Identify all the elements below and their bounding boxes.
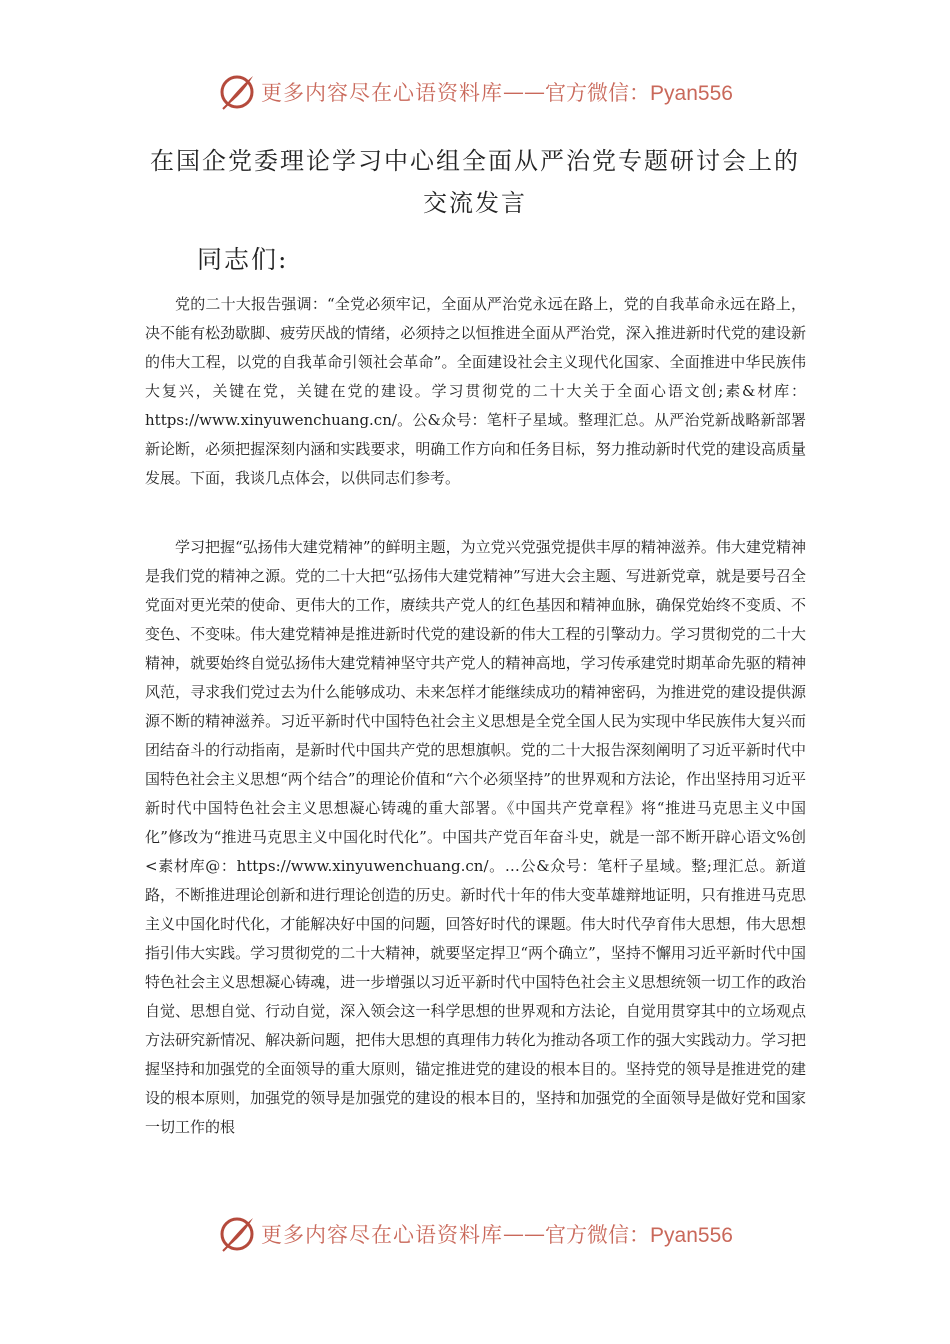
- banner-contact: 官方微信：Pyan556: [545, 82, 733, 105]
- body-paragraph: 党的二十大报告强调：“全党必须牢记，全面从严治党永远在路上，党的自我革命永远在路上，决不能有松劲歇脚、疲劳厌战的情绪，必须持之以恒推进全面从严治党，深入推进新时代党的建设新的伟大工程，以党的自我革命引领社会革命”。全面建设社会主义现代化国家、全面推进中华民族伟大复兴，关键在党，关键在党的建设。学习贯彻党的二十大关于全面心语文创;素&材库：https://www.xinyuwenchuang.cn/。公&众号：笔杆子星域。整理汇总。从严治党新战略新部署新论断，必须把握深刻内涵和实践要求，明确工作方向和任务目标，努力推动新时代党的建设高质量发展。下面，我谈几点体会，以供同志们参考。: [145, 295, 806, 487]
- banner-dash: ——: [503, 80, 546, 104]
- quill-logo-icon: [217, 72, 257, 112]
- quill-logo-icon: [217, 1214, 257, 1254]
- body-paragraph: 学习把握“弘扬伟大建党精神”的鲜明主题，为立党兴党强党提供丰厚的精神滋养。伟大建党精神是我们党的精神之源。党的二十大把“弘扬伟大建党精神”写进大会主题、写进新党章，就是要号召全党面对更光荣的使命、更伟大的工作，赓续共产党人的红色基因和精神血脉，确保党始终不变质、不变色、不变味。伟大建党精神是推进新时代党的建设新的伟大工程的引擎动力。学习贯彻党的二十大精神，就要始终自觉弘扬伟大建党精神坚守共产党人的精神高地，学习传承建党时期革命先驱的精神风范，寻求我们党过去为什么能够成功、未来怎样才能继续成功的精神密码，为推进党的建设提供源源不断的精神滋养。习近平新时代中国特色社会主义思想是全党全国人民为实现中华民族伟大复兴而团结奋斗的行动指南，是新时代中国共产党的思想旗帜。党的二十大报告深刻阐明了习近平新时代中国特色社会主义思想“两个结合”的理论价值和“六个必须坚持”的世界观和方法论，作出坚持用习近平新时代中国特色社会主义思想凝心铸魂的重大部署。《中国共产党章程》将“推进马克思主义中国化”修改为“推进马克思主义中国化时代化”。中国共产党百年奋斗史，就是一部不断开辟心语文%创<素材库@：https://www.xinyuwenchuang.cn/。…公&众号：笔杆子星域。整;理汇总。新道路，不断推进理论创新和进行理论创造的历史。新时代十年的伟大变革雄辩地证明，只有推进马克思主义中国化时代化，才能解决好中国的问题，回答好时代的课题。伟大时代孕育伟大思想，伟大思想指引伟大实践。学习贯彻党的二十大精神，就要坚定捍卫“两个确立”，坚持不懈用习近平新时代中国特色社会主义思想凝心铸魂，进一步增强以习近平新时代中国特色社会主义思想统领一切工作的政治自觉、思想自觉、行动自觉，深入领会这一科学思想的世界观和方法论，自觉用贯穿其中的立场观点方法研究新情况、解决新问题，把伟大思想的真理伟力转化为推动各项工作的强大实践动力。学习把握坚持和加强党的全面领导的重大原则，锚定推进党的建设的根本目的。坚持党的领导是推进党的建设的根本原则，加强党的领导是加强党的建设的根本目的，坚持和加强党的全面领导是做好党和国家一切工作的根: [145, 538, 806, 1136]
- header-banner: [0, 70, 950, 114]
- banner-text: 更多内容尽在心语资料库: [261, 1223, 504, 1247]
- banner-text: 更多内容尽在心语资料库: [261, 81, 504, 105]
- salutation: 同志们:: [197, 245, 289, 274]
- document-title: [100, 140, 850, 224]
- title-line-1: 在国企党委理论学习中心组全面从严治党专题研讨会上的: [150, 147, 800, 175]
- footer-banner: [0, 1212, 950, 1256]
- title-line-2: 交流发言: [423, 189, 527, 217]
- banner-dash: ——: [503, 1222, 546, 1246]
- banner-contact: 官方微信：Pyan556: [545, 1224, 733, 1247]
